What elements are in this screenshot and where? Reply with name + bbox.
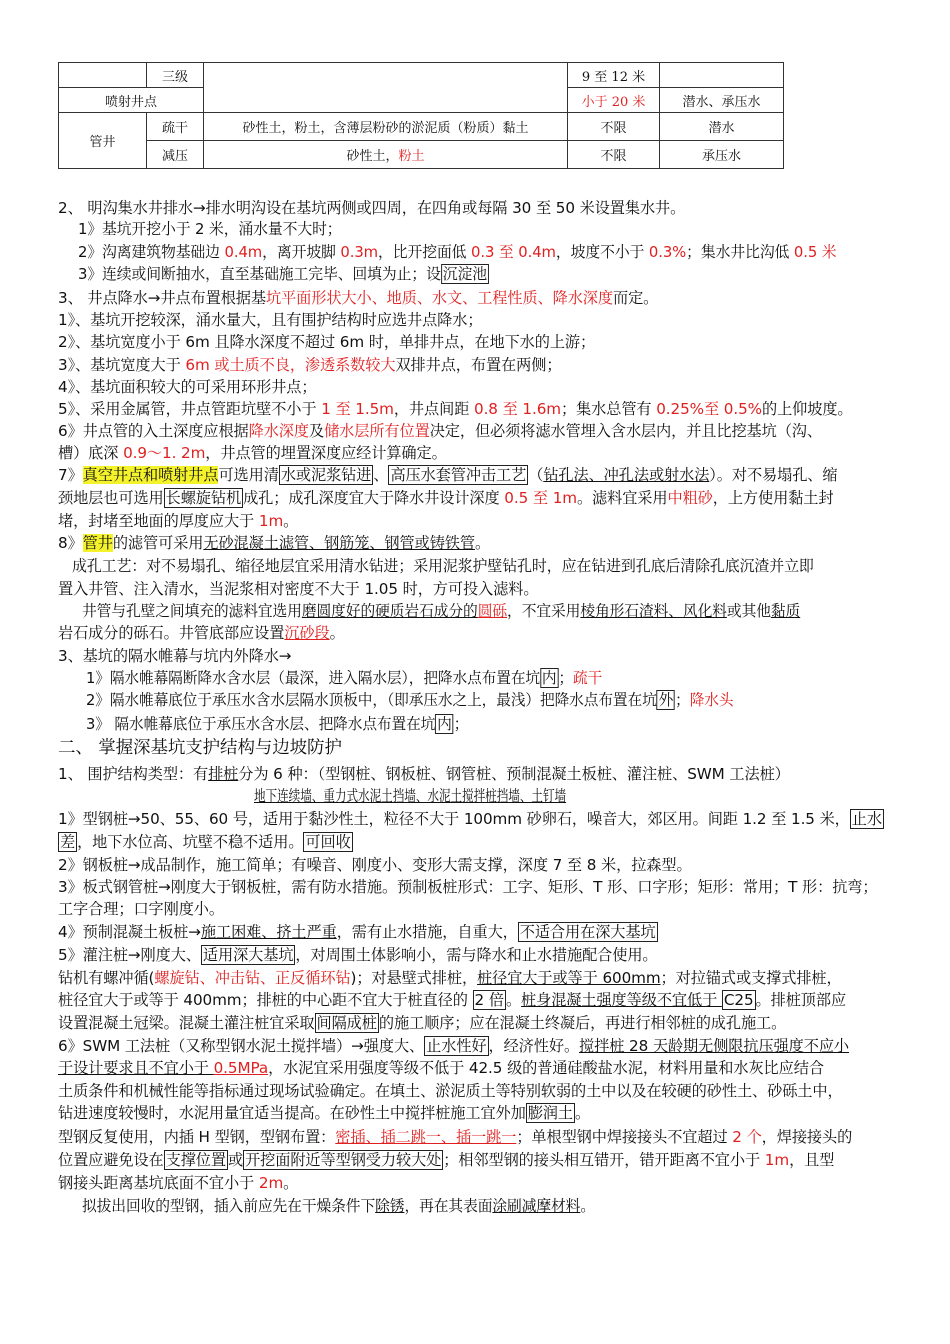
text-span: 堵，封堵至地面的厚度应大于 bbox=[58, 512, 259, 530]
text-span: 密插、插二跳一、插一跳一 bbox=[335, 1128, 517, 1146]
table-cell: 管井 bbox=[59, 113, 147, 169]
text-span: 6》井点管的入土深度应根据 bbox=[58, 422, 249, 440]
text-line bbox=[86, 690, 896, 711]
text-span: 2 倍 bbox=[474, 991, 504, 1009]
text-line bbox=[58, 1036, 896, 1057]
text-line bbox=[58, 764, 896, 785]
text-span: 6》SWM 工法桩（又称型钢水泥土搅拌墙）→强度大、 bbox=[58, 1037, 425, 1055]
text-span: 内 bbox=[437, 715, 452, 733]
table-row bbox=[59, 141, 784, 169]
text-span: 的施工顺序；应在混凝土终凝后，再进行相邻桩的成孔施工。 bbox=[378, 1014, 787, 1032]
text-span: ，焊接接头的 bbox=[761, 1128, 853, 1146]
text-line bbox=[58, 899, 896, 920]
table-cell: 承压水 bbox=[660, 141, 784, 169]
text-span: 磨圆度好的硬质岩石成分的 bbox=[301, 602, 478, 620]
text-span: 分为 6 种：（型钢桩、钢板桩、钢管桩、预制混凝土板桩、灌注桩、SWM 工法桩） bbox=[238, 765, 790, 783]
table-cell: 9 至 12 米 bbox=[568, 63, 660, 88]
text-line bbox=[58, 945, 896, 966]
text-span: 止水 bbox=[851, 810, 882, 828]
text-line bbox=[58, 623, 896, 644]
text-span: 棱角形石渣料、风化料 bbox=[580, 602, 727, 620]
text-span: 6m 或 bbox=[185, 356, 230, 374]
text-span: 3》 隔水帷幕底位于承压水含水层、把降水点布置在坑 bbox=[86, 715, 436, 733]
text-line bbox=[58, 1058, 896, 1079]
text-span: ，比开挖面低 bbox=[378, 243, 472, 261]
text-line bbox=[58, 488, 896, 509]
text-line bbox=[58, 443, 896, 464]
text-span: 桩身混凝土强度等级不宜低于 bbox=[521, 991, 722, 1009]
text-line bbox=[58, 421, 896, 442]
text-span: 2、 明沟集水井排水→排水明沟设在基坑两侧或四周，在四角或每隔 30 至 50 米设置集水井。 bbox=[58, 199, 686, 217]
text-line bbox=[58, 646, 896, 667]
text-span: 。 bbox=[580, 1197, 595, 1215]
text-line bbox=[58, 377, 896, 398]
text-span: 支撑位置 bbox=[165, 1151, 226, 1169]
text-span: 2》隔水帷幕底位于承压水含水层隔水顶板中，（即承压水之上，最浅）把降水点布置在坑 bbox=[86, 691, 657, 709]
text-span: 螺旋钻、冲击钻、正反循环钻 bbox=[154, 969, 351, 987]
text-span: ，离开坡脚 bbox=[262, 243, 341, 261]
text-span: 。 bbox=[283, 1174, 299, 1192]
text-line bbox=[78, 219, 896, 240]
table-text: 粉土 bbox=[398, 149, 425, 164]
table-cell: 疏干 bbox=[147, 113, 204, 141]
text-span: 土质条件和机械性能等指标通过现场试验确定。在填土、淤泥质土等特别软弱的土中以及在较硬的砂性土、砂砾土中， bbox=[58, 1082, 843, 1100]
section-heading bbox=[58, 738, 896, 759]
text-span: 膨润土 bbox=[527, 1104, 573, 1122]
text-line bbox=[58, 465, 896, 486]
text-line bbox=[58, 922, 896, 943]
text-span: 槽）底深 bbox=[58, 444, 124, 462]
text-span: 沉砂段 bbox=[284, 624, 330, 642]
text-span: 圆砾 bbox=[477, 602, 508, 620]
text-span: ，水泥宜采用强度等级不低于 42.5 级的普通硅酸盐水泥，材料用量和水灰比应结合 bbox=[268, 1059, 824, 1077]
text-span: 1》、基坑开挖较深，涌水量大，且有围护结构时应选井点降水； bbox=[58, 311, 483, 329]
text-span: 岩石成分的砾石。井管底部应设置 bbox=[58, 624, 285, 642]
text-span: 不适合用在深大基坑 bbox=[519, 923, 656, 941]
text-span: 黏质 bbox=[770, 602, 801, 620]
text-span: 可选用清 bbox=[218, 466, 279, 484]
text-span: 中粗砂 bbox=[667, 489, 713, 507]
text-span: ，且型 bbox=[789, 1151, 835, 1169]
text-span: 开挖面附近等型钢受力较大处 bbox=[245, 1151, 442, 1169]
text-span: 工字合理；口字刚度小。 bbox=[58, 900, 224, 918]
text-span: 4》预制混凝土板桩→ bbox=[58, 923, 201, 941]
text-line bbox=[58, 533, 896, 554]
table-cell: 小于 20 米 bbox=[568, 88, 660, 113]
text-span: 0.5 米 bbox=[793, 243, 837, 261]
text-line bbox=[58, 855, 896, 876]
text-span: 长螺旋钻机 bbox=[165, 489, 242, 507]
text-line bbox=[58, 832, 896, 853]
text-line bbox=[58, 1127, 896, 1148]
text-span: 置入井管、注入清水，当泥浆相对密度不大于 1.05 时，方可投入滤料。 bbox=[58, 580, 539, 598]
text-span: 的滤管可采用 bbox=[112, 534, 204, 552]
text-span: 而定。 bbox=[612, 289, 659, 307]
text-span: 真空井点和喷射井点 bbox=[82, 466, 219, 484]
text-span: 3》板式钢管桩→刚度大于钢板桩，需有防水措施。预制板桩形式：工字、矩形、T 形、口字形；矩形：常用；T 形：抗弯； bbox=[58, 878, 878, 896]
text-line bbox=[58, 1150, 896, 1171]
text-line bbox=[58, 990, 896, 1011]
text-span: 2》钢板桩→成品制作，施工简单；有噪音、刚度小、变形大需支撑，深度 7 至 8 米，拉森型。 bbox=[58, 856, 692, 874]
text-span: 沉淀池 bbox=[442, 265, 487, 283]
text-span: 拟拔出回收的型钢，插入前应先在干燥条件下 bbox=[82, 1197, 376, 1215]
text-span: 3》、基坑宽度大于 bbox=[58, 356, 186, 374]
table-text: 砂性土， bbox=[346, 149, 399, 164]
text-line bbox=[58, 579, 896, 600]
text-line bbox=[86, 668, 896, 689]
text-span: 井管与孔壁之间填充的滤料宜选用 bbox=[82, 602, 302, 620]
text-span: 位置应避免设在 bbox=[58, 1151, 164, 1169]
text-span: 钻孔法、冲孔法或射水法 bbox=[543, 466, 710, 484]
text-span: 1m bbox=[764, 1151, 790, 1169]
table-cell bbox=[59, 63, 147, 88]
text-line bbox=[58, 332, 896, 353]
text-span: 外 bbox=[658, 691, 674, 709]
text-span: 钻机有螺冲循( bbox=[58, 969, 155, 987]
text-span: ；单根型钢中焊接接头不宜超过 bbox=[516, 1128, 733, 1146]
text-span: 2》、基坑宽度小于 6m 且降水深度不超过 6m 时，单排井点，在地下水的上游； bbox=[58, 333, 596, 351]
text-line bbox=[82, 1196, 896, 1217]
text-span: 施工困难、挤土严重 bbox=[200, 923, 337, 941]
text-span: 间隔成桩 bbox=[316, 1014, 377, 1032]
table-cell: 减压 bbox=[147, 141, 204, 169]
text-span: 。 bbox=[574, 1104, 591, 1122]
text-span: 涂刷减摩材料 bbox=[492, 1197, 581, 1215]
text-span: 0.3m bbox=[340, 243, 379, 261]
dewatering-table bbox=[58, 62, 784, 169]
text-span: ，经济性好。 bbox=[488, 1037, 580, 1055]
text-span: 型钢反复使用，内插 H 型钢，型钢布置： bbox=[58, 1128, 336, 1146]
text-span: 及 bbox=[308, 422, 325, 440]
text-line bbox=[58, 511, 896, 532]
text-line bbox=[78, 264, 896, 285]
text-span: 成孔工艺：对不易塌孔、缩径地层宜采用清水钻进；采用泥浆护壁钻孔时，应在钻进到孔底后清除孔底沉渣并立即 bbox=[72, 557, 814, 575]
text-span: ；集水井比沟低 bbox=[686, 243, 794, 261]
text-span: 3、 井点降水→井点布置根据基 bbox=[58, 289, 266, 307]
text-span: 0.5MPa bbox=[213, 1059, 269, 1077]
text-span: ，坡度不小于 bbox=[555, 243, 649, 261]
text-line bbox=[58, 877, 896, 898]
text-span: 2m bbox=[258, 1174, 284, 1192]
text-span: 内 bbox=[541, 669, 557, 687]
text-span: 0.8 至 1.6m bbox=[474, 400, 561, 418]
text-span: 疏干 bbox=[573, 669, 603, 687]
table-cell: 潜水 bbox=[660, 113, 784, 141]
text-span: 水或泥浆钻进 bbox=[280, 466, 372, 484]
text-span: ，需有止水措施，自重大， bbox=[336, 923, 518, 941]
table-row bbox=[59, 113, 784, 141]
text-span: ； bbox=[558, 669, 574, 687]
text-span: 1m bbox=[258, 512, 284, 530]
text-span: 管井 bbox=[82, 534, 113, 552]
text-span: 0.5 至 1m bbox=[504, 489, 577, 507]
table-cell: 不限 bbox=[568, 113, 660, 141]
table-row bbox=[59, 63, 784, 88]
text-line bbox=[58, 310, 896, 331]
text-span: 设置混凝土冠梁。混凝土灌注桩宜采取 bbox=[58, 1014, 315, 1032]
text-span: 双排井点，布置在两侧； bbox=[395, 356, 562, 374]
text-span: 3》连续或间断抽水，直至基础施工完毕、回填为止；设 bbox=[78, 265, 441, 283]
text-line bbox=[58, 1081, 896, 1102]
text-span: 。 bbox=[329, 624, 345, 642]
text-span: 的上仰坡度。 bbox=[761, 400, 853, 418]
text-span: 。滤料宜采用 bbox=[576, 489, 668, 507]
text-line bbox=[82, 601, 896, 622]
text-span: ，对周围土体影响小，需与降水和止水措施配合使用。 bbox=[295, 946, 658, 964]
text-span: 5》灌注桩→刚度大、 bbox=[58, 946, 201, 964]
text-line bbox=[58, 355, 896, 376]
text-span: 0.9～1. 2m bbox=[123, 444, 206, 462]
text-span: 二、 掌握深基坑支护结构与边坡防护 bbox=[58, 738, 342, 758]
text-span: 无砂混凝土滤管、钢筋笼、钢管或铸铁管 bbox=[203, 534, 475, 552]
text-span: 5》、采用金属管，井点管距坑壁不小于 bbox=[58, 400, 322, 418]
text-span: C25 bbox=[723, 991, 754, 1009]
text-span: 除锈 bbox=[375, 1197, 405, 1215]
text-span: 成孔；成孔深度宜大于降水井设计深度 bbox=[243, 489, 505, 507]
text-span: 降水头 bbox=[689, 691, 734, 709]
table-cell: 不限 bbox=[568, 141, 660, 169]
text-span: 7》 bbox=[58, 466, 83, 484]
text-span: ；对拉锚式或支撑式排桩， bbox=[660, 969, 842, 987]
text-span: 高压水套管冲击工艺 bbox=[390, 466, 527, 484]
text-line bbox=[254, 786, 896, 807]
text-span: 、 bbox=[373, 466, 389, 484]
text-span: 1 至 1.5m bbox=[321, 400, 394, 418]
text-span: 。 bbox=[283, 512, 299, 530]
text-span: 0.3 至 0.4m bbox=[471, 243, 556, 261]
text-span: 8》 bbox=[58, 534, 83, 552]
table-cell: 潜水、承压水 bbox=[660, 88, 784, 113]
text-span: 0.4m bbox=[224, 243, 263, 261]
text-span: 或 bbox=[227, 1151, 244, 1169]
text-span: 1》隔水帷幕隔断降水含水层（最深，进入隔水层），把降水点布置在坑 bbox=[86, 669, 540, 687]
text-span: （ bbox=[528, 466, 544, 484]
text-span: 搅拌桩 28 天龄期无侧限抗压强度不应小 bbox=[579, 1037, 850, 1055]
text-line bbox=[58, 288, 896, 309]
text-line bbox=[58, 399, 896, 420]
text-span: 坑平面形状大小、地质、水文、工程性质、降水深度 bbox=[265, 289, 613, 307]
text-line bbox=[86, 714, 896, 735]
text-span: 降水深度 bbox=[248, 422, 309, 440]
text-span: 或其他 bbox=[726, 602, 771, 620]
table-cell: 砂性土，粉土，含薄层粉砂的淤泥质（粉质）黏土 bbox=[204, 113, 568, 141]
text-line bbox=[78, 242, 896, 263]
text-span: 0.3% bbox=[648, 243, 687, 261]
text-span: ； bbox=[675, 691, 690, 709]
text-span: ，不宜采用 bbox=[507, 602, 581, 620]
table-cell bbox=[204, 141, 568, 169]
text-line bbox=[58, 1103, 896, 1124]
text-span: 适用深大基坑 bbox=[202, 946, 294, 964]
text-span: ； bbox=[453, 715, 469, 733]
text-span: 钻进速度较慢时，水泥用量宜适当提高。在砂性土中搅拌桩施工宜外加 bbox=[58, 1104, 526, 1122]
text-span: 土质不良，渗透系数较大 bbox=[229, 356, 396, 374]
table-cell: 三级 bbox=[147, 63, 204, 88]
text-line bbox=[58, 198, 896, 219]
text-span: ，地下水位高、坑壁不稳不适用。 bbox=[77, 833, 304, 851]
text-span: ，井点管的埋置深度应经计算确定。 bbox=[205, 444, 447, 462]
text-span: 1》基坑开挖小于 2 米，涌水量不大时； bbox=[78, 220, 342, 238]
text-span: ，再在其表面 bbox=[404, 1197, 493, 1215]
text-span: 止水性好 bbox=[426, 1037, 487, 1055]
text-span: 2 个 bbox=[732, 1128, 762, 1146]
table-cell: 喷射井点 bbox=[59, 88, 204, 113]
text-span: 。 bbox=[505, 991, 522, 1009]
table-cell bbox=[204, 63, 568, 113]
text-line bbox=[58, 1013, 896, 1034]
text-span: 桩径宜大于或等于 600mm bbox=[477, 969, 661, 987]
table-cell bbox=[660, 63, 784, 88]
text-span: 颈地层也可选用 bbox=[58, 489, 164, 507]
text-span: ，井点间距 bbox=[393, 400, 475, 418]
text-span: ）。对不易塌孔、缩 bbox=[709, 466, 838, 484]
text-span: 。排桩顶部应 bbox=[755, 991, 847, 1009]
text-line bbox=[58, 968, 896, 989]
text-span: 0.25%至 0.5% bbox=[656, 400, 762, 418]
text-span: 于设计要求且不宜小于 bbox=[58, 1059, 214, 1077]
text-line bbox=[58, 809, 896, 830]
text-span: 1》型钢桩→50、55、60 号，适用于黏沙性土，粒径不大于 100mm 砂卵石，噪音大，郊区用。间距 1.2 至 1.5 米， bbox=[58, 810, 850, 828]
text-span: 2》沟离建筑物基础边 bbox=[78, 243, 225, 261]
text-span: 桩径宜大于或等于 400mm；排桩的中心距不宜大于桩直径的 bbox=[58, 991, 473, 1009]
text-line bbox=[72, 556, 896, 577]
text-span: 地下连续墙、重力式水泥土挡墙、水泥土搅拌桩挡墙、土钉墙 bbox=[254, 787, 567, 805]
text-span: 4》、基坑面积较大的可采用环形井点； bbox=[58, 378, 317, 396]
text-span: 储水层所有位置 bbox=[324, 422, 430, 440]
text-line bbox=[58, 1173, 896, 1194]
text-span: 排桩 bbox=[208, 765, 239, 783]
text-span: 决定，但必须将滤水管埋入含水层内，并且比挖基坑（沟、 bbox=[429, 422, 822, 440]
text-span: 钢接头距离基坑底面不宜小于 bbox=[58, 1174, 259, 1192]
text-span: 可回收 bbox=[305, 833, 351, 851]
text-span: 1、 围护结构类型：有 bbox=[58, 765, 209, 783]
text-span: 3、基坑的隔水帷幕与坑内外降水→ bbox=[58, 647, 292, 665]
text-span: ；集水总管有 bbox=[560, 400, 657, 418]
text-span: ；相邻型钢的接头相互错开，错开距离不宜小于 bbox=[443, 1151, 765, 1169]
text-span: ，上方使用黏土封 bbox=[712, 489, 834, 507]
text-span: 差 bbox=[60, 833, 76, 851]
text-span: )；对悬壁式排桩， bbox=[350, 969, 478, 987]
text-span: 。 bbox=[474, 534, 491, 552]
